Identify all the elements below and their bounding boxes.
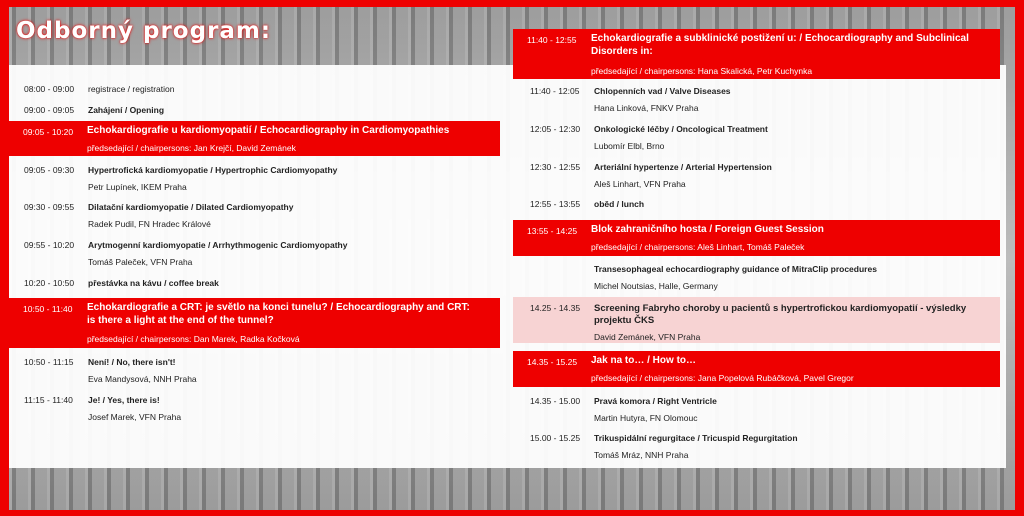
session-title-line2: is there a light at the end of the tunnel? [87, 315, 274, 326]
session-header [513, 220, 1000, 256]
chairpersons: předsedající / chairpersons: Dan Marek, Radka Kočková [87, 334, 300, 344]
chairpersons: předsedající / chairpersons: Aleš Linhart, Tomáš Paleček [591, 242, 805, 252]
session-header [513, 29, 1000, 79]
time: 12:30 - 12:55 [530, 162, 581, 172]
time: 14.35 - 15.00 [530, 396, 581, 406]
time: 09:55 - 10:20 [24, 240, 75, 250]
session-header [513, 351, 1000, 387]
speaker: Tomáš Mráz, NNH Praha [594, 450, 689, 460]
speaker: Eva Mandysová, NNH Praha [88, 374, 197, 384]
speaker: Lubomír Elbl, Brno [594, 141, 665, 151]
time: 11:40 - 12:55 [527, 35, 577, 45]
talk-title: registrace / registration [88, 84, 175, 94]
time: 11:40 - 12:05 [530, 86, 580, 96]
talk-title: Onkologické léčby / Oncological Treatment [594, 124, 768, 134]
talk-title: přestávka na kávu / coffee break [88, 278, 219, 288]
speaker: Tomáš Paleček, VFN Praha [88, 257, 193, 267]
time: 12:55 - 13:55 [530, 199, 581, 209]
time: 08:00 - 09:00 [24, 84, 75, 94]
session-title: Echokardiografie a CRT: je světlo na konci tunelu? / Echocardiography and CRT: [87, 302, 470, 313]
talk-title: Je! / Yes, there is! [88, 395, 160, 405]
session-header [9, 121, 500, 156]
time: 13:55 - 14:25 [527, 226, 578, 236]
talk-title: Arytmogenní kardiomyopatie / Arrhythmogenic Cardiomyopathy [88, 240, 348, 250]
talk-title: Dilatační kardiomyopatie / Dilated Cardiomyopathy [88, 202, 294, 212]
speaker: David Zemánek, VFN Praha [594, 332, 701, 342]
time: 14.25 - 14.35 [530, 303, 581, 313]
chairpersons: předsedající / chairpersons: Jana Popelová Rubáčková, Pavel Gregor [591, 373, 854, 383]
session-title: Blok zahraničního hosta / Foreign Guest Session [591, 224, 824, 235]
talk-title-line2: projektu ČKS [594, 315, 655, 326]
time: 09:30 - 09:55 [24, 202, 75, 212]
speaker: Radek Pudil, FN Hradec Králové [88, 219, 211, 229]
session-title: Jak na to… / How to… [591, 355, 697, 366]
talk-title: Hypertrofická kardiomyopatie / Hypertrophic Cardiomyopathy [88, 165, 338, 175]
chairpersons: předsedající / chairpersons: Jan Krejčí, David Zemánek [87, 143, 296, 153]
session-header [9, 298, 500, 348]
time: 12:05 - 12:30 [530, 124, 581, 134]
talk-title: Screening Fabryho choroby u pacientů s hypertrofickou kardiomyopatií - výsledky [594, 303, 967, 314]
speaker: Aleš Linhart, VFN Praha [594, 179, 686, 189]
talk-title: Pravá komora / Right Ventricle [594, 396, 717, 406]
time: 09:00 - 09:05 [24, 105, 75, 115]
talk-title: Zahájení / Opening [88, 105, 165, 115]
talk-title: Trikuspidální regurgitace / Tricuspid Regurgitation [594, 433, 798, 443]
speaker: Hana Linková, FNKV Praha [594, 103, 699, 113]
time: 10:50 - 11:15 [24, 357, 74, 367]
speaker: Michel Noutsias, Halle, Germany [594, 281, 718, 291]
time: 09:05 - 10:20 [23, 127, 74, 137]
time: 09:05 - 09:30 [24, 165, 75, 175]
session-title: Echokardiografie u kardiomyopatií / Echocardiography in Cardiomyopathies [87, 125, 450, 136]
speaker: Josef Marek, VFN Praha [88, 412, 182, 422]
time: 15.00 - 15.25 [530, 433, 581, 443]
time: 14.35 - 15.25 [527, 357, 578, 367]
chairpersons: předsedající / chairpersons: Hana Skalická, Petr Kuchynka [591, 66, 813, 76]
talk-title: Není! / No, there isn't! [88, 357, 176, 367]
talk-title: Arteriální hypertenze / Arterial Hypertension [594, 162, 772, 172]
time: 10:50 - 11:40 [23, 304, 73, 314]
time: 11:15 - 11:40 [24, 395, 73, 405]
page-title: Odborný program: [16, 18, 272, 44]
talk-title: oběd / lunch [594, 199, 645, 209]
session-title: Echokardiografie a subklinické postižení u: / Echocardiography and Subclinical [591, 33, 969, 44]
speaker: Martin Hutyra, FN Olomouc [594, 413, 698, 423]
time: 10:20 - 10:50 [24, 278, 75, 288]
talk-title: Chlopenních vad / Valve Diseases [594, 86, 731, 96]
talk-title: Transesophageal echocardiography guidance of MitraClip procedures [594, 264, 877, 274]
speaker: Petr Lupínek, IKEM Praha [88, 182, 187, 192]
session-title-line2: Disorders in: [591, 46, 653, 57]
